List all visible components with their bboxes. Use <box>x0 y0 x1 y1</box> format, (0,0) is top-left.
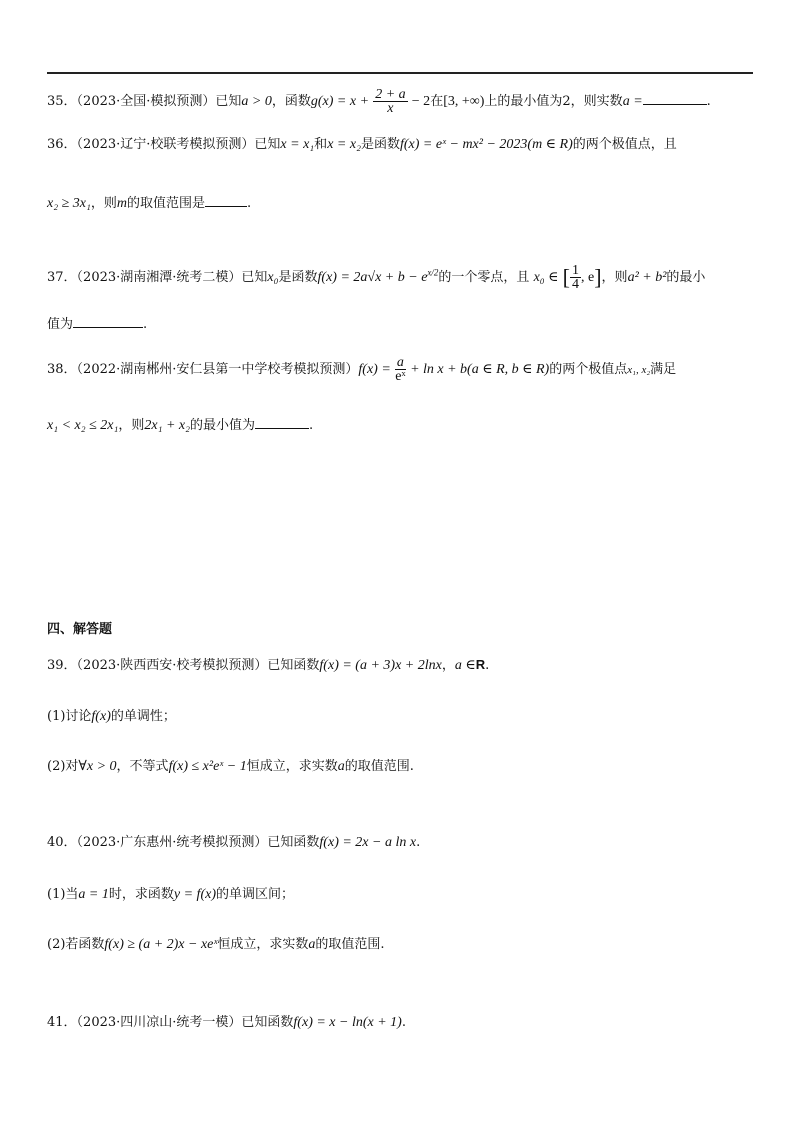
q-text: . <box>401 1015 406 1030</box>
q-math: g(x) = x + <box>310 94 370 109</box>
q-math: x₀ ∈ <box>533 270 559 285</box>
q-math: x = x₂ <box>327 137 361 152</box>
q-math: f(x) = (a + 3)x + 2lnx <box>319 658 442 673</box>
q-math: x = x₁ <box>280 137 315 152</box>
question-36 <box>47 138 677 152</box>
q-text: 在 <box>430 94 444 109</box>
question-39-part1 <box>47 710 176 724</box>
q37-fraction <box>570 264 581 291</box>
q-text: . <box>143 317 148 332</box>
frac-num: 2 + a <box>375 87 406 102</box>
q-math: f(x) ≥ (a + 2)x − xeˣ <box>104 937 218 952</box>
q-math: , e <box>581 270 595 285</box>
q-number: 35． <box>47 94 77 109</box>
q-text: 值为 <box>47 317 74 332</box>
q-math: a > 0 <box>241 94 272 109</box>
q-math: a <box>308 937 316 952</box>
frac-den: x <box>387 101 394 116</box>
q-math: 2x₁ + x₂ <box>144 418 190 433</box>
q-text: 已知 <box>215 94 242 109</box>
q-text: 的一个零点，且 <box>438 270 530 285</box>
q-math: a² + b² <box>627 270 667 285</box>
bracket-right: ] <box>594 264 602 290</box>
q-text: 的单调性； <box>110 709 176 724</box>
q-text: 已知函数 <box>267 835 320 850</box>
q-math: ∀x > 0 <box>78 759 117 774</box>
q-math: a ∈ <box>454 658 476 673</box>
q-text: ，函数 <box>271 94 311 109</box>
question-40 <box>47 836 420 850</box>
q-source: （2023·湖南湘潭·统考二模） <box>76 270 242 285</box>
q-number: 38． <box>47 362 77 377</box>
q-text: 恒成立，求实数 <box>217 937 309 952</box>
q-text: 是函数 <box>360 137 400 152</box>
q-text: ，则 <box>90 196 117 211</box>
q-text: 的单调区间； <box>215 887 294 902</box>
question-38 <box>47 356 676 383</box>
q-text: (2)对 <box>47 759 79 774</box>
q-text: 的取值范围. <box>315 937 385 952</box>
q-math: f(x) = <box>358 362 391 377</box>
q-text: 已知 <box>241 270 268 285</box>
q-text: 上的最小值为2，则实数 <box>484 94 623 109</box>
question-40-part1 <box>47 888 294 902</box>
q-text: 的两个极值点，且 <box>572 137 677 152</box>
q-number: 39． <box>47 658 77 673</box>
q-text: ， <box>441 658 455 673</box>
q-text: ，则 <box>601 270 628 285</box>
q-math: f(x) <box>91 709 111 724</box>
answer-blank[interactable] <box>73 326 143 328</box>
q-text: . <box>706 94 711 109</box>
q-text: 已知函数 <box>267 658 320 673</box>
question-37 <box>47 264 705 291</box>
question-36-cont <box>47 197 251 211</box>
q-source: （2023·全国·模拟预测） <box>76 94 216 109</box>
q-text: (2)若函数 <box>47 937 105 952</box>
q-math: f(x) = 2x − a ln x <box>319 835 417 850</box>
q-source: （2023·四川凉山·统考一模） <box>76 1015 242 1030</box>
answer-blank[interactable] <box>205 205 247 207</box>
question-41 <box>47 1016 406 1030</box>
q-source: （2023·陕西西安·校考模拟预测） <box>76 658 268 673</box>
q-text: . <box>309 418 314 433</box>
q-math: a = <box>622 94 643 109</box>
q-text: 的最小值为 <box>190 418 256 433</box>
q-math: + ln x + b(a ∈ R, b ∈ R) <box>410 362 550 377</box>
frac-num: a <box>396 355 404 370</box>
q-math: f(x) = x − ln(x + 1) <box>293 1015 402 1030</box>
q-text: 已知函数 <box>241 1015 294 1030</box>
q-text: ，则 <box>118 418 145 433</box>
q-math: − 2 <box>411 94 431 109</box>
q-number: 41． <box>47 1015 77 1030</box>
question-38-cont <box>47 419 313 433</box>
q-math: f(x) = eˣ − mx² − 2023(m ∈ R) <box>399 137 573 152</box>
q-math: y = f(x) <box>173 887 216 902</box>
q-math: f(x) = 2a√x + b − e <box>317 270 428 285</box>
q-text: (1)讨论 <box>47 709 92 724</box>
q38-fraction <box>395 356 406 383</box>
question-39 <box>47 658 489 673</box>
q-text: 的两个极值点 <box>549 362 628 377</box>
q-math: x₁ < x₂ ≤ 2x₁ <box>47 418 119 433</box>
q-math: m <box>116 196 127 211</box>
frac-num: 1 <box>572 263 579 278</box>
q-text: 和 <box>314 137 328 152</box>
question-40-part2 <box>47 938 385 952</box>
q-source: （2023·辽宁·校联考模拟预测） <box>76 137 255 152</box>
q-math: R <box>475 657 486 672</box>
q-math: [3, +∞) <box>443 94 485 109</box>
question-39-part2 <box>47 760 414 774</box>
q-text: 的最小 <box>666 270 706 285</box>
bracket-left: [ <box>562 264 570 290</box>
question-37-cont <box>47 318 147 331</box>
frac-den: eˣ <box>395 369 406 384</box>
q-text: . <box>416 835 421 850</box>
q-exponent: x/2 <box>427 267 439 278</box>
q-text: 满足 <box>650 362 677 377</box>
top-rule <box>47 72 753 74</box>
q-text: 恒成立，求实数 <box>246 759 338 774</box>
q-number: 40． <box>47 835 77 850</box>
answer-blank[interactable] <box>643 103 707 105</box>
q-text: 的取值范围是 <box>127 196 206 211</box>
section-heading: 四、解答题 <box>47 622 113 637</box>
q-math: x₁, x₂ <box>627 364 651 376</box>
q-text: 已知 <box>254 137 281 152</box>
q-text: 时，求函数 <box>108 887 174 902</box>
q-text: 的取值范围. <box>344 759 414 774</box>
q-text: 是函数 <box>278 270 318 285</box>
q-math: f(x) ≤ x²eˣ − 1 <box>168 759 247 774</box>
q35-fraction <box>373 88 407 115</box>
q-math: a = 1 <box>78 887 109 902</box>
q-math: a <box>337 759 345 774</box>
q-text: . <box>485 658 490 673</box>
q-text: (1)当 <box>47 887 79 902</box>
q-number: 37． <box>47 270 77 285</box>
q-math: x₂ ≥ 3x₁ <box>47 196 91 211</box>
q-source: （2022·湖南郴州·安仁县第一中学校考模拟预测） <box>76 362 359 377</box>
q-source: （2023·广东惠州·统考模拟预测） <box>76 835 268 850</box>
q-text: ，不等式 <box>116 759 169 774</box>
question-35 <box>47 88 711 115</box>
frac-den: 4 <box>572 277 579 292</box>
q-number: 36． <box>47 137 77 152</box>
q-math: x₀ <box>267 270 279 285</box>
answer-blank[interactable] <box>255 427 309 429</box>
q-text: . <box>247 196 252 211</box>
